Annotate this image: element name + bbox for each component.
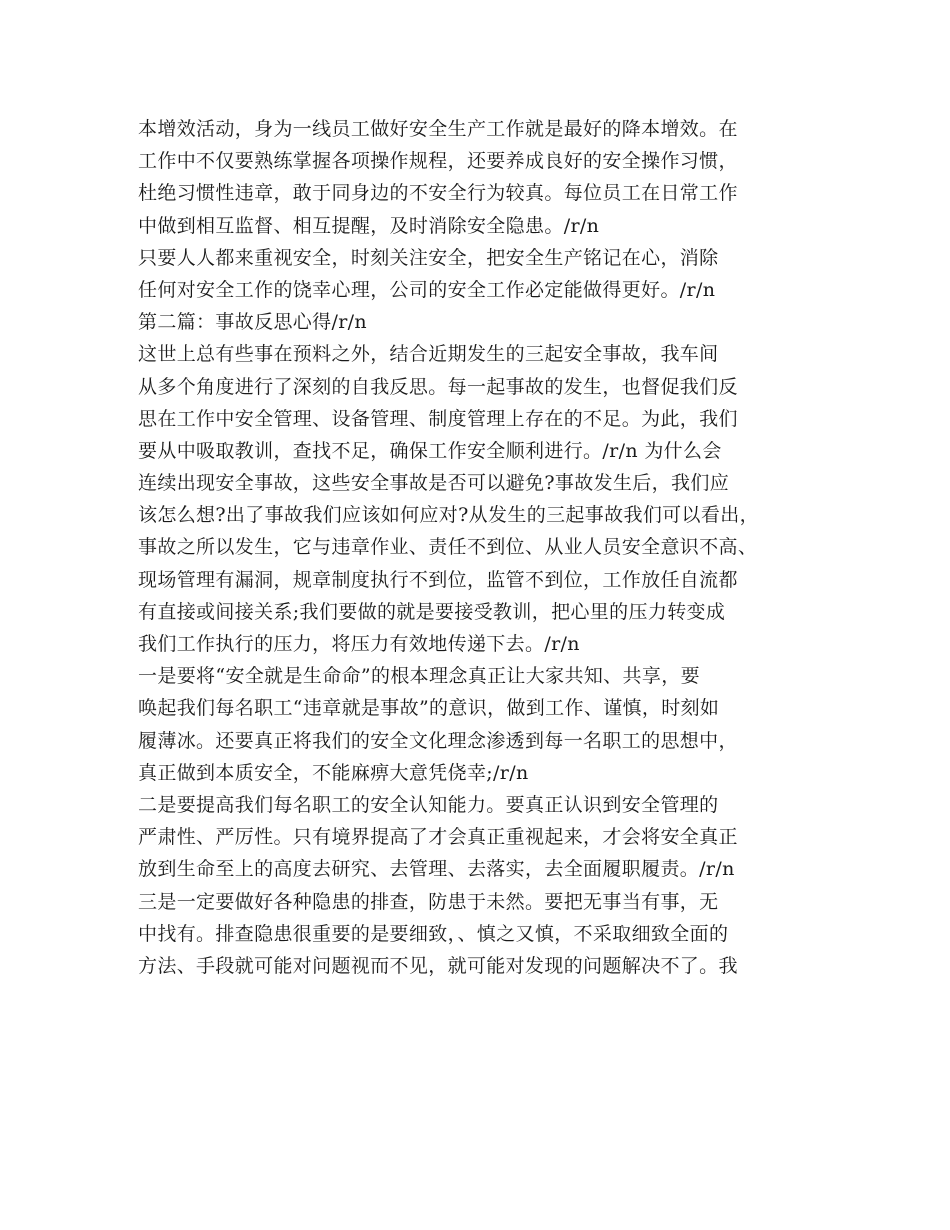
- text-line: 连续出现安全事故，这些安全事故是否可以避免?事故发生后，我们应: [138, 472, 730, 495]
- text-line: 真正做到本质安全，不能麻痹大意凭侥幸;/r/n: [138, 761, 529, 784]
- text-line: 二是要提高我们每名职工的安全认知能力。要真正认识到安全管理的: [138, 793, 719, 816]
- text-line: 该怎么想?出了事故我们应该如何应对?从发生的三起事故我们可以看出，: [138, 504, 759, 527]
- text-line: 唤起我们每名职工“违章就是事故”的意识，做到工作、谨慎，时刻如: [138, 697, 720, 720]
- text-line: 中做到相互监督、相互提醒，及时消除安全隐患。/r/n: [138, 214, 600, 237]
- text-line: 这世上总有些事在预料之外，结合近期发生的三起安全事故，我车间: [138, 343, 719, 366]
- text-line: 现场管理有漏洞，规章制度执行不到位，监管不到位，工作放任自流都: [138, 568, 738, 591]
- text-line: 一是要将“安全就是生命命”的根本理念真正让大家共知、共享，要: [138, 665, 700, 688]
- text-line: 只要人人都来重视安全，时刻关注安全，把安全生产铭记在心，消除: [138, 246, 719, 269]
- text-line: 事故之所以发生，它与违章作业、责任不到位、从业人员安全意识不高、: [138, 536, 758, 559]
- text-line: 履薄冰。还要真正将我们的安全文化理念渗透到每一名职工的思想中，: [138, 729, 738, 752]
- text-line: 中找有。排查隐患很重要的是要细致，、慎之又慎，不采取细致全面的: [138, 922, 729, 945]
- text-line: 方法、手段就可能对问题视而不见，就可能对发现的问题解决不了。我: [138, 954, 738, 977]
- text-line: 放到生命至上的高度去研究、去管理、去落实，去全面履职履责。/r/n: [138, 858, 735, 881]
- text-line: 严肃性、严厉性。只有境界提高了才会真正重视起来，才会将安全真正: [138, 826, 738, 849]
- text-line: 有直接或间接关系;我们要做的就是要接受教训，把心里的压力转变成: [138, 600, 726, 623]
- text-line: 从多个角度进行了深刻的自我反思。每一起事故的发生，也督促我们反: [138, 375, 738, 398]
- text-line: 要从中吸取教训，查找不足，确保工作安全顺利进行。/r/n 为什么会: [138, 439, 722, 462]
- text-line: 工作中不仅要熟练掌握各项操作规程，还要养成良好的安全操作习惯，: [138, 150, 738, 173]
- text-line: 我们工作执行的压力，将压力有效地传递下去。/r/n: [138, 633, 580, 655]
- text-line: 杜绝习惯性违章，敢于同身边的不安全行为较真。每位员工在日常工作: [138, 182, 738, 205]
- document-body: [138, 113, 828, 982]
- text-line: 三是一定要做好各种隐患的排查，防患于未然。要把无事当有事，无: [138, 890, 719, 913]
- section-heading: 第二篇：事故反思心得/r/n: [138, 311, 368, 334]
- text-line: 任何对安全工作的饶幸心理，公司的安全工作必定能做得更好。/r/n: [138, 278, 716, 301]
- text-line: 思在工作中安全管理、设备管理、制度管理上存在的不足。为此，我们: [138, 407, 738, 430]
- text-line: 本增效活动，身为一线员工做好安全生产工作就是最好的降本增效。在: [138, 118, 738, 140]
